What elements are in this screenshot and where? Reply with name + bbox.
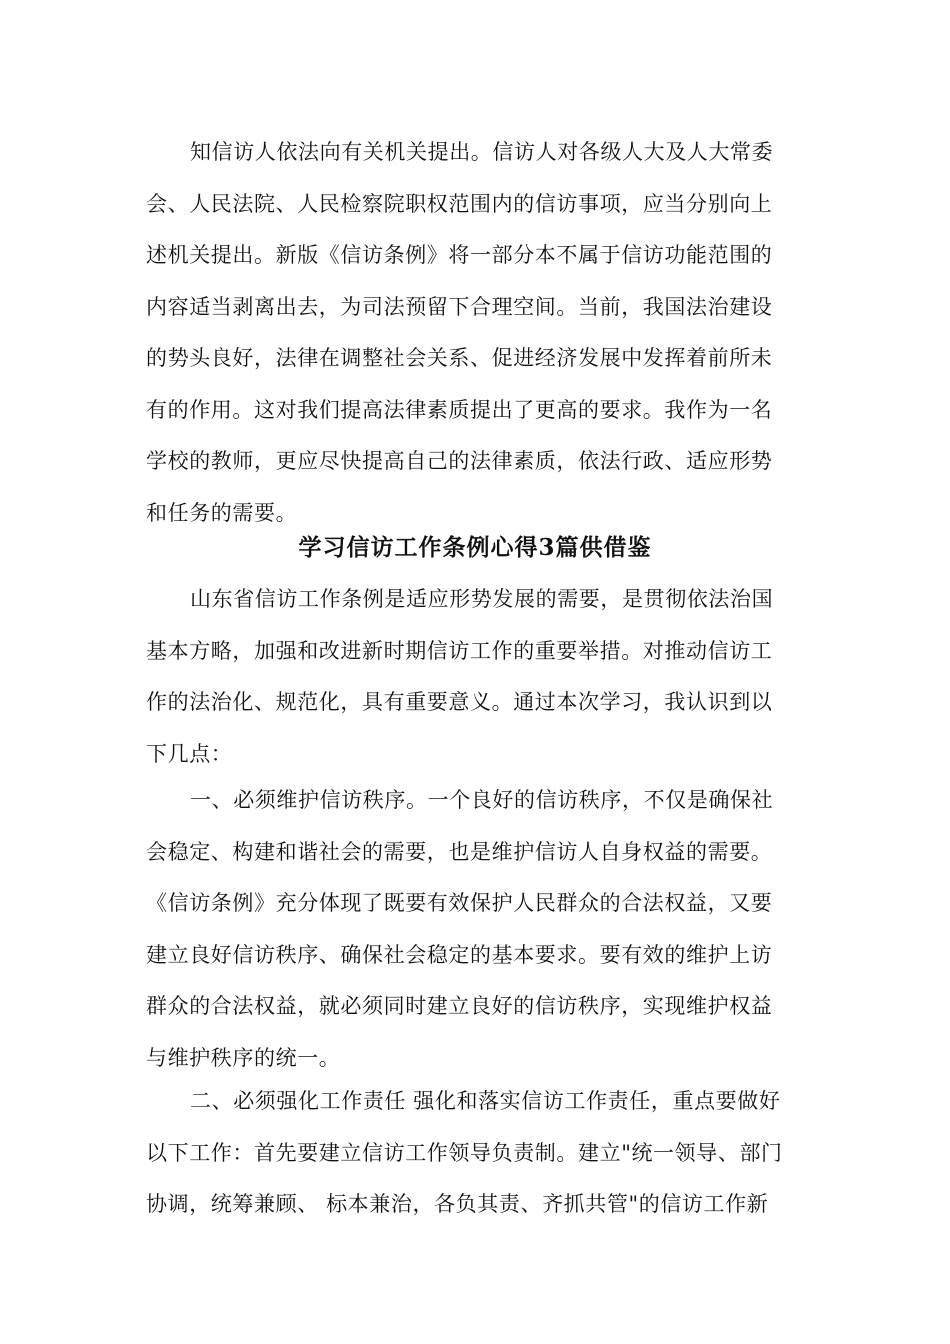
text-line: 山东省信访工作条例是适应形势发展的需要，是贯彻依法治国 — [190, 587, 774, 611]
intro-paragraph — [146, 574, 800, 780]
text-line: 与维护秩序的统一。 — [146, 1045, 341, 1070]
text-line: 会稳定、构建和谐社会的需要，也是维护信访人自身权益的需要。 — [146, 839, 773, 864]
text-line: 以下工作：首先要建立信访工作领导负责制。建立"统一领导、部门 — [146, 1140, 783, 1165]
text-line: 作的法治化、规范化，具有重要意义。通过本次学习，我认识到以 — [146, 690, 773, 714]
text-line: 的势头良好，法律在调整社会关系、促进经济发展中发挥着前所未 — [146, 346, 773, 370]
text-line: 二、必须强化工作责任 强化和落实信访工作责任，重点要做好 — [190, 1089, 781, 1113]
text-line: 群众的合法权益，就必须同时建立良好的信访秩序，实现维护权益 — [146, 994, 773, 1018]
text-line: 一、必须维护信访秩序。一个良好的信访秩序，不仅是确保社 — [190, 788, 774, 812]
text-line: 基本方略，加强和改进新时期信访工作的重要举措。对推动信访工 — [146, 638, 773, 663]
text-line: 建立良好信访秩序、确保社会稳定的基本要求。要有效的维护上访 — [146, 942, 773, 967]
text-line: 《信访条例》充分体现了既要有效保护人民群众的合法权益，又要 — [146, 891, 773, 915]
text-line: 有的作用。这对我们提高法律素质提出了更高的要求。我作为一名 — [146, 397, 773, 422]
article-title: 学习信访工作条例心得3篇供借鉴 — [298, 534, 652, 561]
point-two-paragraph — [146, 1076, 800, 1231]
text-line: 内容适当剥离出去，为司法预留下合理空间。当前，我国法治建设 — [146, 294, 773, 319]
paragraph-continuation — [146, 127, 800, 539]
point-one-paragraph — [146, 775, 800, 1084]
text-line: 下几点： — [146, 741, 233, 766]
text-line: 知信访人依法向有关机关提出。信访人对各级人大及人大常委 — [190, 140, 774, 164]
text-line: 述机关提出。新版《信访条例》将一部分本不属于信访功能范围的 — [146, 243, 773, 267]
text-line: 学校的教师，更应尽快提高自己的法律素质，依法行政、适应形势 — [146, 449, 773, 473]
text-line: 协调，统筹兼顾、 标本兼治，各负其责、齐抓共管"的信访工作新 — [146, 1192, 769, 1216]
text-line: 会、人民法院、人民检察院职权范围内的信访事项，应当分别向上 — [146, 191, 773, 216]
text-line: 和任务的需要。 — [146, 500, 298, 525]
